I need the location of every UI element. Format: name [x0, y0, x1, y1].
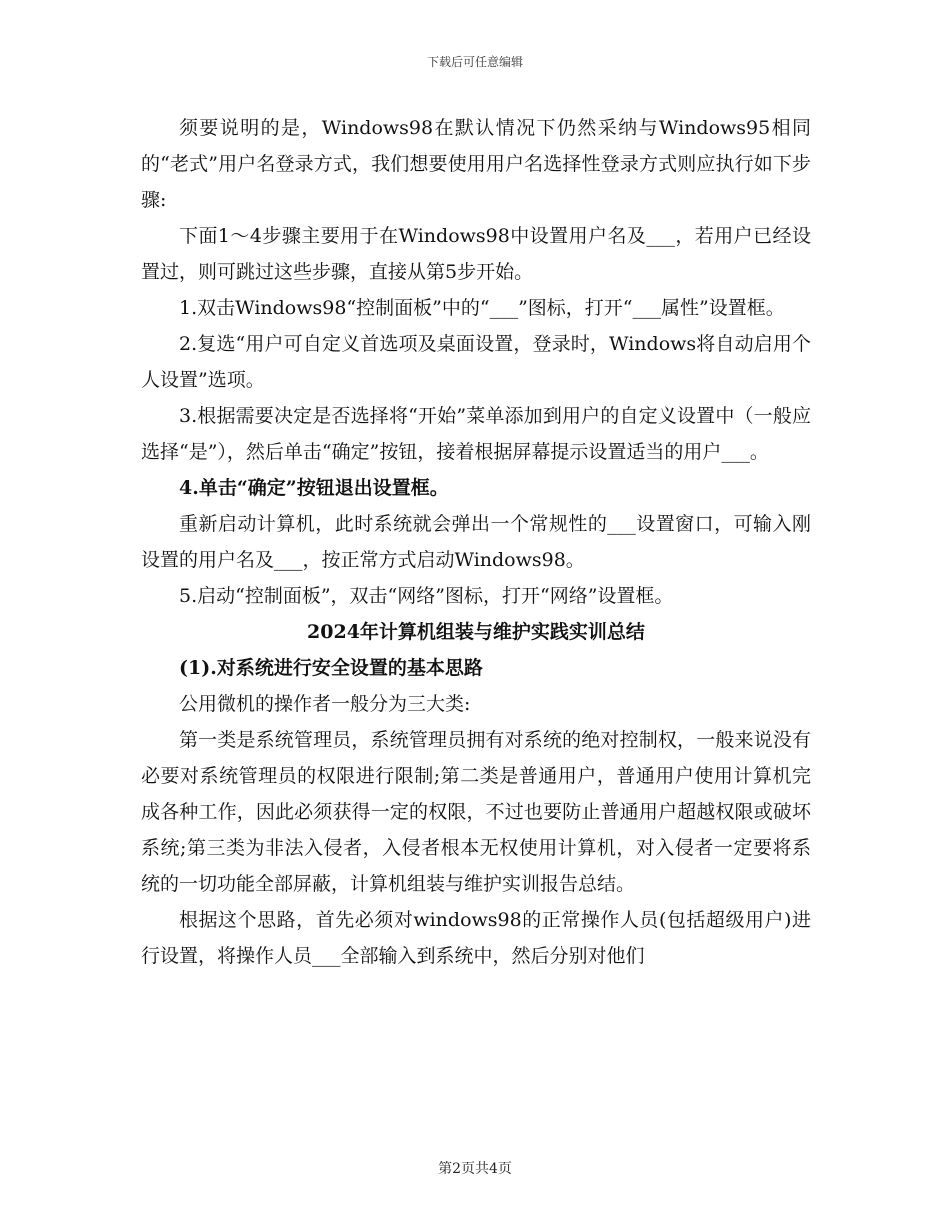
- paragraph-intro: 须要说明的是，Windows98在默认情况下仍然采纳与Windows95相同的“老式”用户名登录方式，我们想要使用用户名选择性登录方式则应执行如下步骤:: [141, 117, 811, 211]
- paragraph-step-5: 5.启动“控制面板”，双击“网络”图标，打开“网络”设置框。: [179, 585, 674, 607]
- paragraph-step-3: 3.根据需要决定是否选择将“开始”菜单添加到用户的自定义设置中（一般应选择“是”），然后单击“确定”按钮，接着根据屏幕提示设置适当的用户___。: [141, 405, 811, 463]
- page-header-note: 下载后可任意编辑: [426, 55, 523, 69]
- paragraph-steps-intro: 下面1～4步骤主要用于在Windows98中设置用户名及___，若用户已经设置过，则可跳过这些步骤，直接从第5步开始。: [141, 225, 811, 283]
- paragraph-approach: 根据这个思路，首先必须对windows98的正常操作人员(包括超级用户)进行设置，将操作人员___全部输入到系统中，然后分别对他们: [141, 909, 811, 967]
- subsection-heading: (1).对系统进行安全设置的基本思路: [179, 657, 483, 679]
- paragraph-step-2: 2.复选“用户可自定义首选项及桌面设置，登录时，Windows将自动启用个人设置”选项。: [141, 333, 811, 391]
- paragraph-step-1: 1.双击Windows98“控制面板”中的“___”图标，打开“___属性”设置框。: [179, 297, 785, 319]
- paragraph-operator-types: 第一类是系统管理员，系统管理员拥有对系统的绝对控制权，一般来说没有必要对系统管理员的权限进行限制;第二类是普通用户，普通用户使用计算机完成各种工作，因此必须获得一定的权限，不过也要防止普通用户超越权限或破坏系统;第三类为非法入侵者，入侵者根本无权使用计算机，对入侵者一定要将系统的一切功能全部屏蔽，计算机组装与维护实训报告总结。: [141, 729, 811, 895]
- paragraph-operators: 公用微机的操作者一般分为三大类:: [179, 693, 471, 715]
- document-body: [141, 110, 811, 974]
- paragraph-restart: 重新启动计算机，此时系统就会弹出一个常规性的___设置窗口，可输入刚设置的用户名及___，按正常方式启动Windows98。: [141, 513, 811, 571]
- section-title: 2024年计算机组装与维护实践实训总结: [307, 621, 645, 643]
- page-number: 第2页共4页: [438, 1161, 512, 1177]
- paragraph-step-4: 4.单击“确定”按钮退出设置框。: [179, 477, 449, 499]
